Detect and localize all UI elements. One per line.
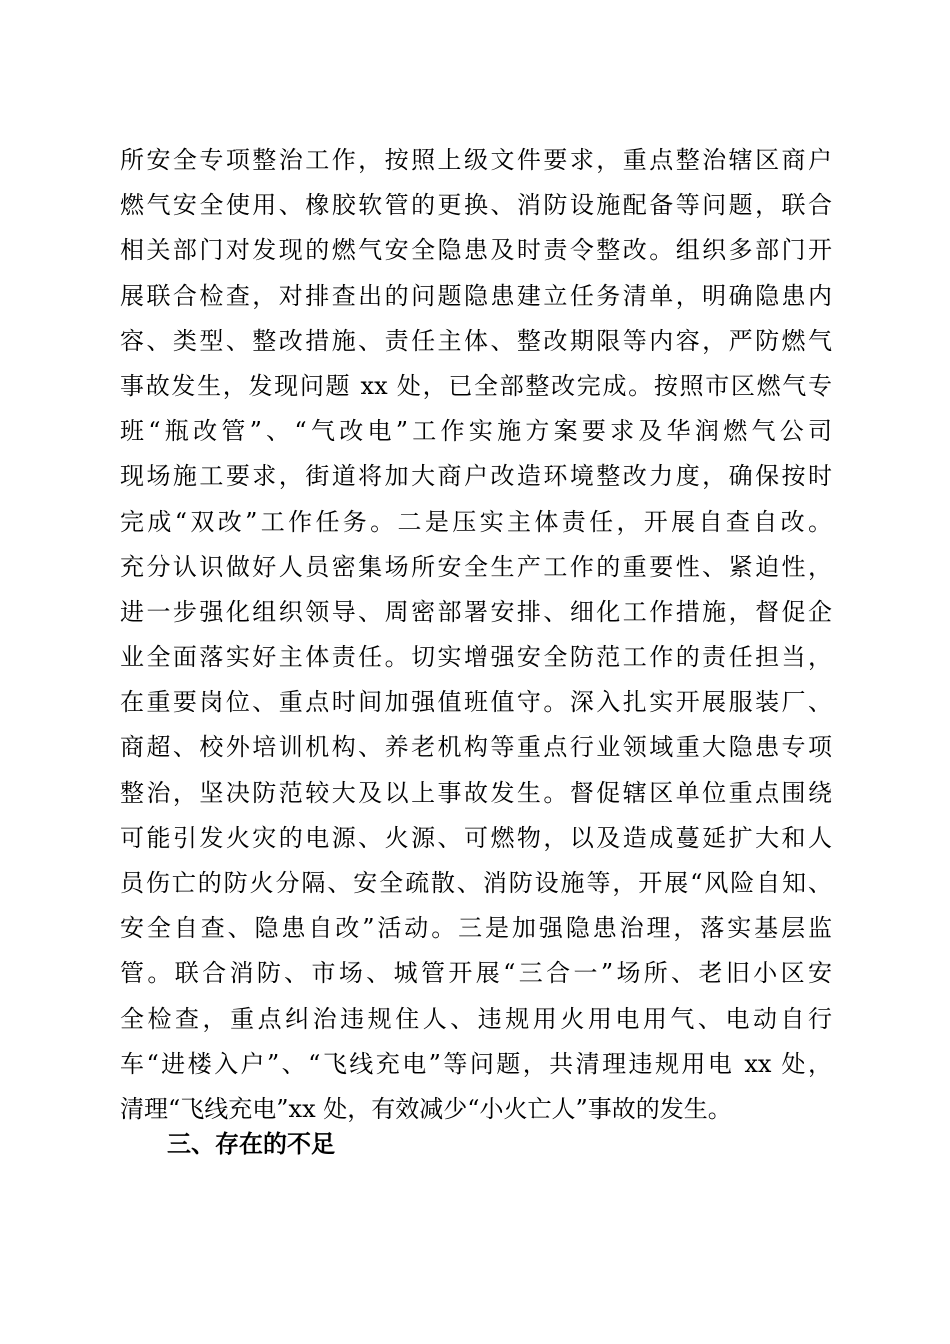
text-line-21: 车“进楼入户”、“飞线充电”等问题，共清理违规用电 xx 处， <box>120 1049 832 1078</box>
text-line-9: 完成“双改”工作任务。二是压实主体责任，开展自查自改。 <box>120 507 832 536</box>
text-line-5: 容、类型、整改措施、责任主体、整改期限等内容，严防燃气 <box>120 326 832 355</box>
text-line-10: 充分认识做好人员密集场所安全生产工作的重要性、紧迫性， <box>120 552 832 581</box>
text-line-7: 班“瓶改管”、“气改电”工作实施方案要求及华润燃气公司 <box>120 417 832 446</box>
text-line-19: 管。联合消防、市场、城管开展“三合一”场所、老旧小区安 <box>120 959 832 988</box>
text-line-15: 整治，坚决防范较大及以上事故发生。督促辖区单位重点围绕 <box>120 778 832 807</box>
text-line-17: 员伤亡的防火分隔、安全疏散、消防设施等，开展“风险自知、 <box>120 869 832 897</box>
text-line-14: 商超、校外培训机构、养老机构等重点行业领域重大隐患专项 <box>120 733 832 762</box>
text-line-2: 燃气安全使用、橡胶软管的更换、消防设施配备等问题，联合 <box>120 191 832 220</box>
section-heading: 三、存在的不足 <box>167 1130 335 1158</box>
text-line-18: 安全自查、隐患自改”活动。三是加强隐患治理，落实基层监 <box>120 914 832 943</box>
text-line-22: 清理“飞线充电”xx 处，有效减少“小火亡人”事故的发生。 <box>120 1094 732 1123</box>
text-line-1: 所安全专项整治工作，按照上级文件要求，重点整治辖区商户 <box>120 146 832 174</box>
text-line-3: 相关部门对发现的燃气安全隐患及时责令整改。组织多部门开 <box>120 236 832 265</box>
text-line-6: 事故发生，发现问题 xx 处，已全部整改完成。按照市区燃气专 <box>120 371 832 400</box>
text-line-13: 在重要岗位、重点时间加强值班值守。深入扎实开展服装厂、 <box>120 688 832 717</box>
text-line-12: 业全面落实好主体责任。切实增强安全防范工作的责任担当， <box>120 643 832 672</box>
text-line-8: 现场施工要求，街道将加大商户改造环境整改力度，确保按时 <box>120 462 832 491</box>
text-line-16: 可能引发火灾的电源、火源、可燃物，以及造成蔓延扩大和人 <box>120 823 832 852</box>
text-line-11: 进一步强化组织领导、周密部署安排、细化工作措施，督促企 <box>120 597 832 626</box>
text-line-4: 展联合检查，对排查出的问题隐患建立任务清单，明确隐患内 <box>120 281 832 310</box>
text-line-20: 全检查，重点纠治违规住人、违规用火用电用气、电动自行 <box>120 1004 832 1033</box>
body-text <box>120 138 832 1132</box>
